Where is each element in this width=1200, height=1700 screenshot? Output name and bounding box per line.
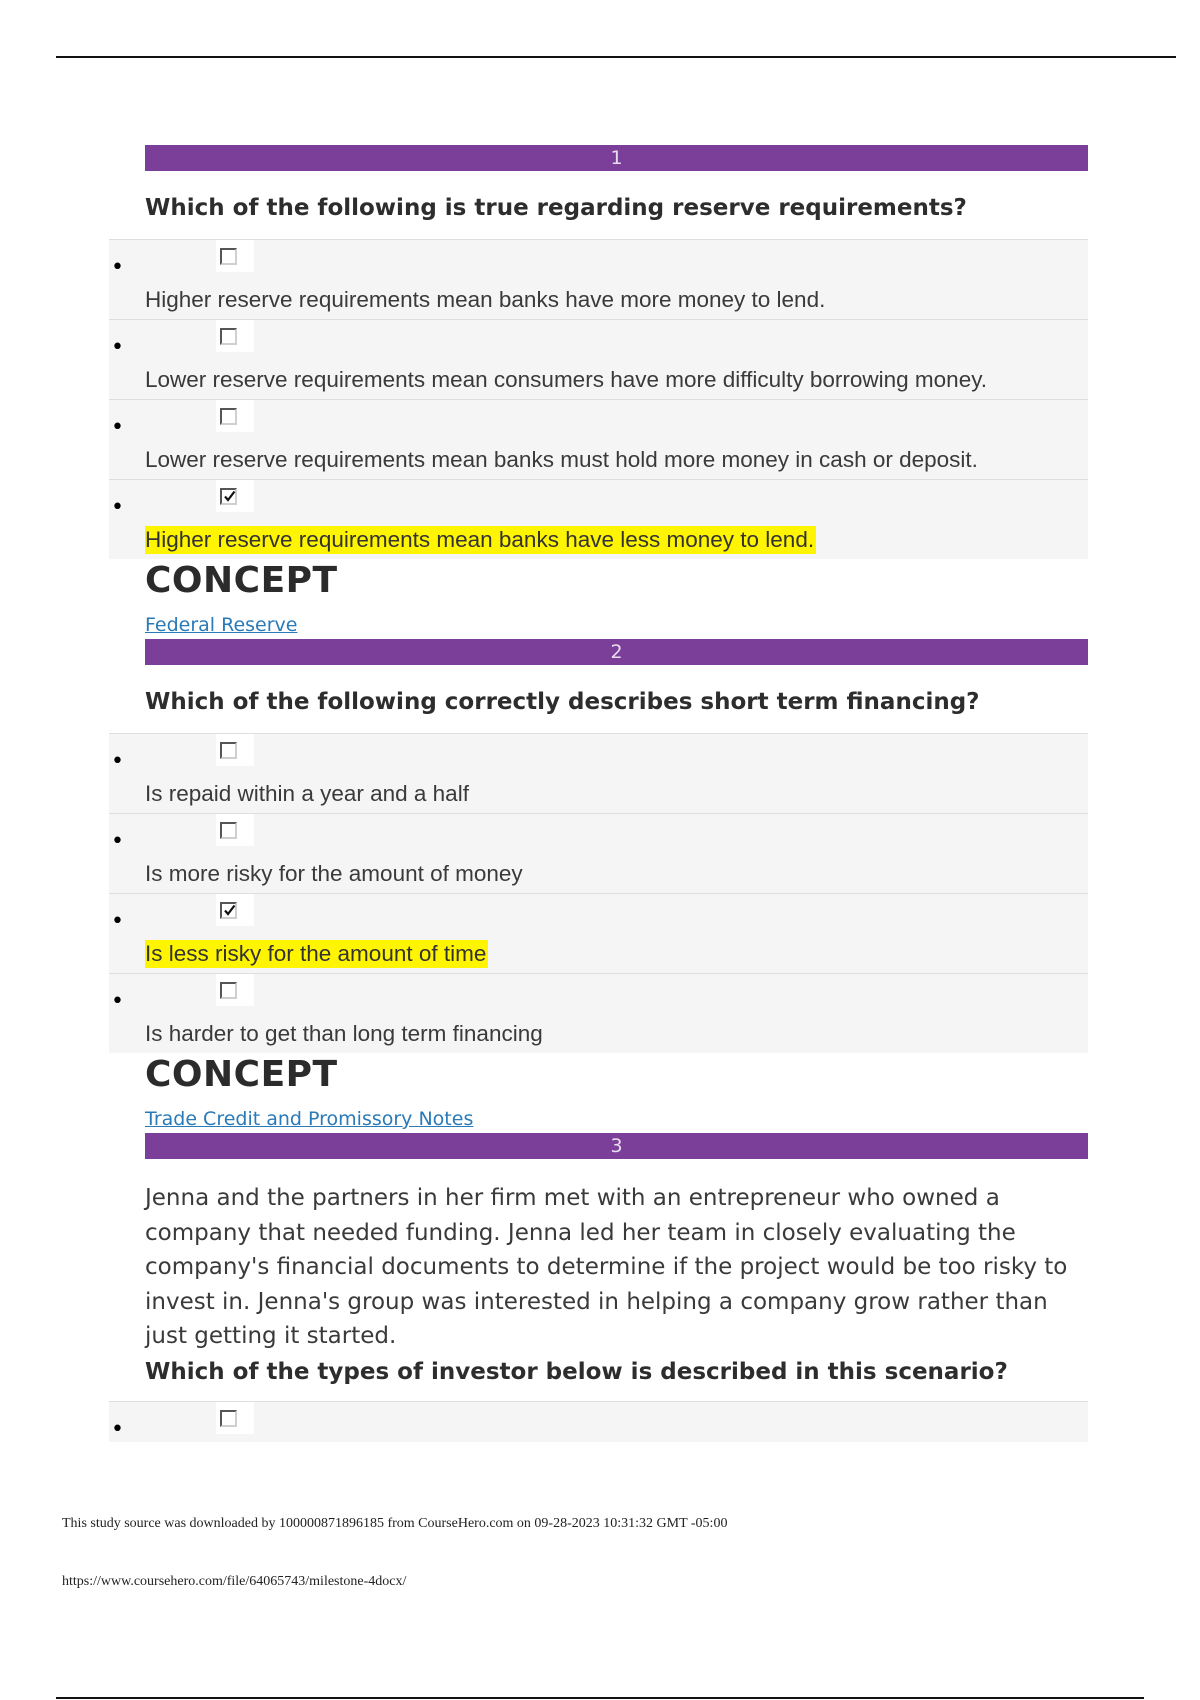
question-number: 2 [610, 641, 623, 663]
bullet-icon: • [111, 1416, 124, 1442]
checkbox-icon[interactable] [220, 982, 237, 999]
bullet-icon: • [111, 909, 124, 934]
answer-option[interactable] [109, 733, 1088, 813]
question-number-bar [145, 1133, 1088, 1159]
answer-options [109, 733, 1088, 1053]
bullet-icon: • [111, 495, 124, 520]
answer-option[interactable] [109, 319, 1088, 399]
answer-label: Higher reserve requirements mean banks have more money to lend. [145, 287, 826, 312]
checkbox-icon[interactable] [220, 408, 237, 425]
checkmark-icon [223, 490, 236, 503]
question-scenario: Jenna and the partners in her firm met with an entrepreneur who owned a company that needed funding. Jenna led her team in closely evaluating the company's financial documents to determine if the project would be too risky to invest in. Jenna's group was interested in helping a company grow rather than just getting it started. [145, 1185, 1068, 1349]
question-prompt: Which of the types of investor below is described in this scenario? [145, 1358, 1008, 1385]
answer-options [109, 1401, 1088, 1442]
checkbox-icon[interactable] [220, 742, 237, 759]
answer-options [109, 239, 1088, 559]
checkbox-icon[interactable] [220, 822, 237, 839]
concept-heading: CONCEPT [145, 1054, 338, 1095]
answer-label-highlighted: Higher reserve requirements mean banks have less money to lend. [145, 527, 815, 552]
question-number-bar [145, 145, 1088, 171]
answer-option-selected[interactable] [109, 893, 1088, 973]
bullet-icon: • [111, 415, 124, 440]
bullet-icon: • [111, 749, 124, 774]
question-number: 3 [610, 1135, 623, 1157]
answer-label: Is repaid within a year and a half [145, 781, 469, 806]
checkbox-icon[interactable] [220, 1410, 237, 1427]
concept-heading: CONCEPT [145, 560, 338, 601]
bullet-icon: • [111, 829, 124, 854]
answer-option-selected[interactable] [109, 479, 1088, 559]
checkbox-icon[interactable] [220, 248, 237, 265]
download-note: This study source was downloaded by 100000871896185 from CourseHero.com on 09-28-2023 10:31:32 GMT -05:00 [62, 1516, 728, 1531]
checked-checkbox-icon[interactable] [220, 902, 237, 919]
bullet-icon: • [111, 335, 124, 360]
quiz-content [111, 145, 1088, 1442]
answer-option[interactable] [109, 239, 1088, 319]
concept-link[interactable]: Federal Reserve [145, 614, 298, 636]
checked-checkbox-icon[interactable] [220, 488, 237, 505]
checkbox-icon[interactable] [220, 328, 237, 345]
answer-option[interactable] [109, 1401, 1088, 1442]
answer-label: Lower reserve requirements mean banks must hold more money in cash or deposit. [145, 447, 978, 472]
question-prompt: Which of the following is true regarding reserve requirements? [145, 195, 967, 221]
answer-option[interactable] [109, 399, 1088, 479]
question-number-bar [145, 639, 1088, 665]
question-prompt: Which of the following correctly describes short term financing? [145, 689, 980, 715]
top-rule [56, 56, 1176, 58]
answer-label: Lower reserve requirements mean consumers have more difficulty borrowing money. [145, 367, 988, 392]
bullet-icon: • [111, 989, 124, 1014]
concept-link[interactable]: Trade Credit and Promissory Notes [145, 1108, 474, 1130]
answer-label-highlighted: Is less risky for the amount of time [145, 941, 487, 966]
checkmark-icon [223, 904, 236, 917]
answer-label: Is more risky for the amount of money [145, 861, 523, 886]
bottom-rule [56, 1697, 1144, 1699]
source-url: https://www.coursehero.com/file/64065743/milestone-4docx/ [62, 1574, 407, 1589]
question-number: 1 [610, 147, 623, 169]
answer-option[interactable] [109, 813, 1088, 893]
answer-option[interactable] [109, 973, 1088, 1053]
answer-label: Is harder to get than long term financing [145, 1021, 543, 1046]
bullet-icon: • [111, 255, 124, 280]
